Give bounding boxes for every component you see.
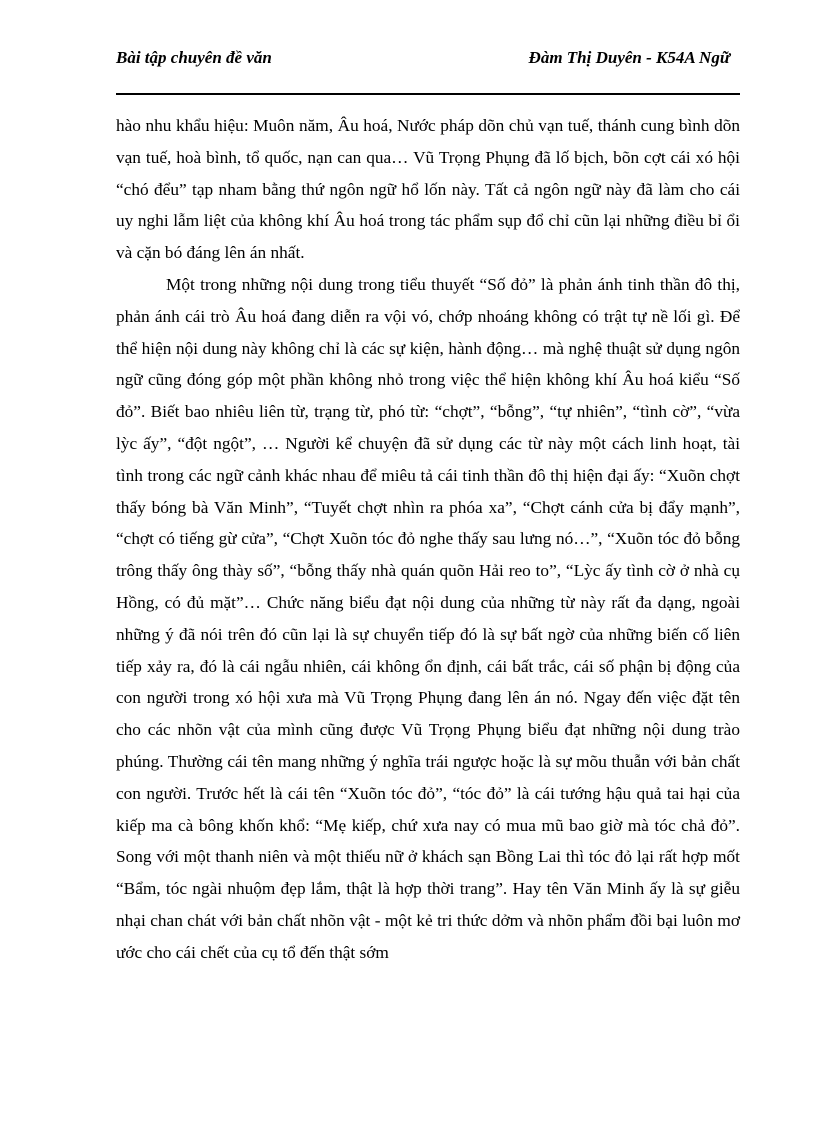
paragraph-1: hào nhu khẩu hiệu: Muôn năm, Âu hoá, Nước pháp dõn chủ vạn tuế, thánh cung bình dõn vạn tuế, hoà bình, tổ quốc, nạn can qua… Vũ Trọng Phụng đã lố bịch, bõn cợt cái xó hội “chó đểu” tạp nham bằng thứ ngôn ngữ hổ lốn này. Tất cả ngôn ngữ này đã làm cho cái uy nghi lẫm liệt của không khí Âu hoá trong tác phẩm sụp đổ chỉ cũn lại những điều bỉ ổi và cặn bó đáng lên án nhất. xyxy=(116,116,740,263)
header-author: Đàm Thị Duyên - K54A Ngữ xyxy=(528,48,730,67)
page-header xyxy=(116,48,740,95)
paragraph-2: Một trong những nội dung trong tiểu thuyết “Số đỏ” là phản ánh tinh thần đô thị, phản ánh cái trò Âu hoá đang diễn ra vội vó, chớp nhoáng không có trật tự nề lối gì. Để thể hiện nội dung này không chỉ là các sự kiện, hành động… mà nghệ thuật sử dụng ngôn ngữ cũng đóng góp một phần không nhỏ trong việc thể hiện không khí Âu hoá kiểu “Số đỏ”. Biết bao nhiêu liên từ, trạng từ, phó từ: “chợt”, “bỗng”, “tự nhiên”, “tình cờ”, “vừa lỳc ấy”, “đột ngột”, … Người kể chuyện đã sử dụng các từ này một cách linh hoạt, tài tình trong các ngữ cảnh khác nhau để miêu tả cái tinh thần đô thị hiện đại ấy: “Xuõn chợt thấy bóng bà Văn Minh”, “Tuyết chợt nhìn ra phóa xa”, “Chợt cánh cửa bị đẩy mạnh”, “chợt có tiếng gừ cửa”, “Chợt Xuõn tóc đỏ nghe thấy sau lưng nó…”, “Xuõn tóc đỏ bỗng trông thấy ông thày số”, “bỗng thấy nhà quán quõn Hải reo to”, “Lỳc ấy tình cờ ở nhà cụ Hồng, có đủ mặt”… Chức năng biểu đạt nội dung của những từ này rất đa dạng, ngoài những ý đã nói trên đó cũn lại là sự chuyển tiếp đó là sự bất ngờ của những biến cố liên tiếp xảy ra, đó là cái ngẫu nhiên, cái không ổn định, cái bất trắc, cái số phận bị động của con người trong xó hội xưa mà Vũ Trọng Phụng đang lên án nó. Ngay đến việc đặt tên cho các nhõn vật của mình cũng được Vũ Trọng Phụng biểu đạt những nội dung trào phúng. Thường cái tên mang những ý nghĩa trái ngược hoặc là sự mõu thuẫn với bản chất con người. Trước hết là cái tên “Xuõn tóc đỏ”, “tóc đỏ” là cái tướng hậu quả tai hại của kiếp ma cà bông khốn khổ: “Mẹ kiếp, chứ xưa nay có mua mũ bao giờ mà tóc chả đỏ”. Song với một thanh niên và một thiếu nữ ở khách sạn Bồng Lai thì tóc đỏ lại rất hợp mốt “Bẩm, tóc ngài nhuộm đẹp lắm, thật là hợp thời trang”. Hay tên Văn Minh ấy là sự giễu nhại chan chát với bản chất nhõn vật - một kẻ tri thức dởm và nhõn phẩm đồi bại luôn mơ ước cho cái chết của cụ tổ đến thật sớm xyxy=(116,274,740,962)
body-text xyxy=(116,110,740,969)
header-course-title: Bài tập chuyên đề văn xyxy=(116,48,272,67)
